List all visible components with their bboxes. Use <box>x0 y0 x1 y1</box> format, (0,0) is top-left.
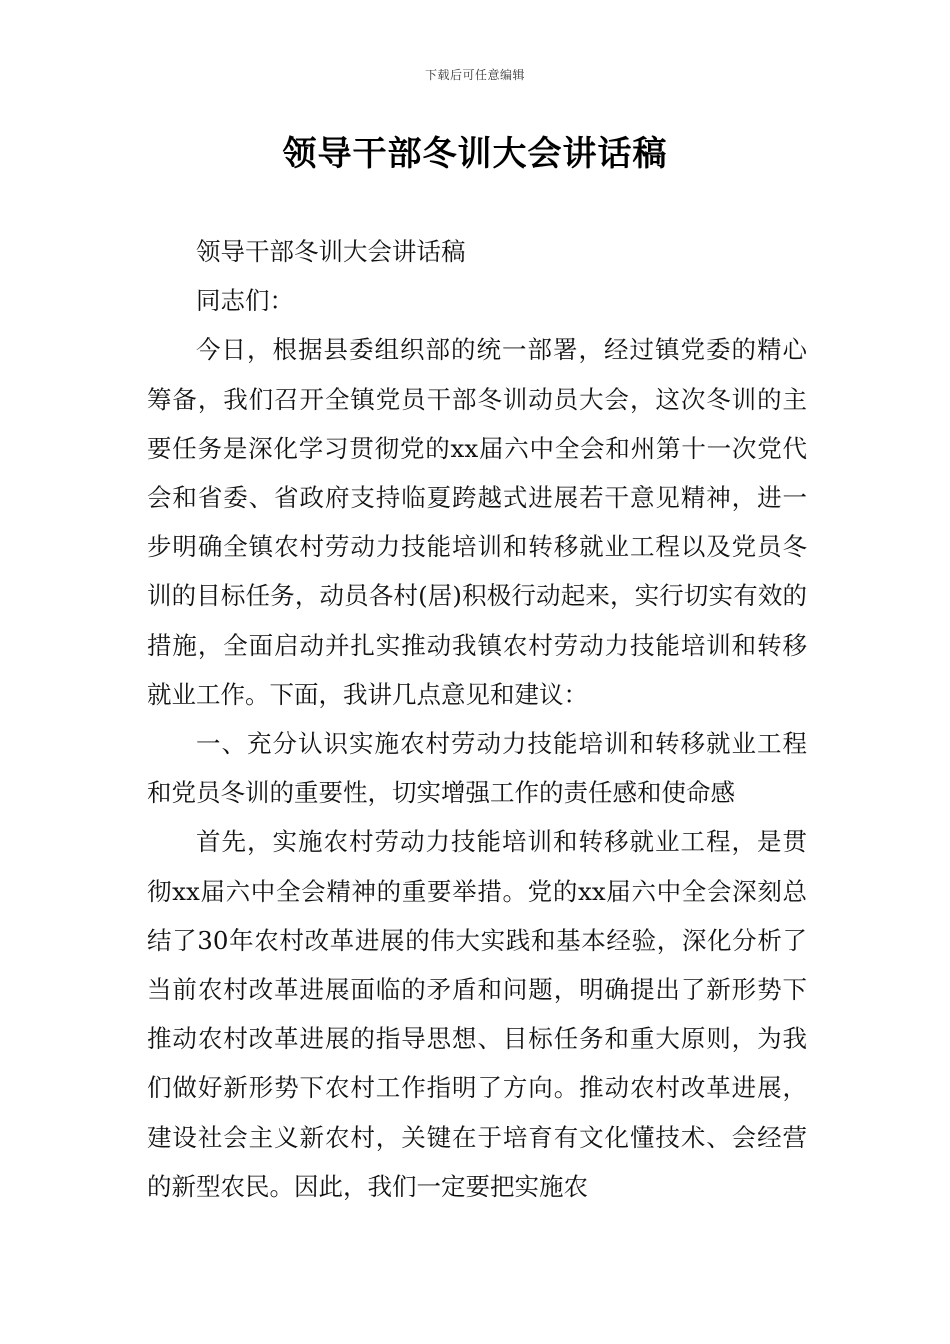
document-title: 领导干部冬训大会讲话稿 <box>282 134 668 174</box>
paragraph-section-heading: 一、充分认识实施农村劳动力技能培训和转移就业工程和党员冬训的重要性，切实增强工作的责任感和使命感 <box>147 729 807 808</box>
page-header-note: 下载后可任意编辑 <box>424 68 525 82</box>
paragraph-subtitle: 领导干部冬训大会讲话稿 <box>196 237 466 266</box>
paragraph-salutation: 同志们： <box>196 286 294 316</box>
paragraph-first-point: 首先，实施农村劳动力技能培训和转移就业工程，是贯彻xx届六中全会精神的重要举措。党的xx届六中全会深刻总结了30年农村改革进展的伟大实践和基本经验，深化分析了当前农村改革进展面临的矛盾和问题，明确提出了新形势下推动农村改革进展的指导思想、目标任务和重大原则，为我们做好新形势下农村工作指明了方向。推动农村改革进展，建设社会主义新农村，关键在于培育有文化懂技术、会经营的新型农民。因此，我们一定要把实施农 <box>147 827 807 1201</box>
paragraph-intro: 今日，根据县委组织部的统一部署，经过镇党委的精心筹备，我们召开全镇党员干部冬训动员大会，这次冬训的主要任务是深化学习贯彻党的xx届六中全会和州第十一次党代会和省委、省政府支持临夏跨越式进展若干意见精神，进一步明确全镇农村劳动力技能培训和转移就业工程以及党员冬训的目标任务，动员各村(居)积极行动起来，实行切实有效的措施，全面启动并扎实推动我镇农村劳动力技能培训和转移就业工作。下面，我讲几点意见和建议： <box>147 335 807 709</box>
document-body <box>147 227 807 1211</box>
